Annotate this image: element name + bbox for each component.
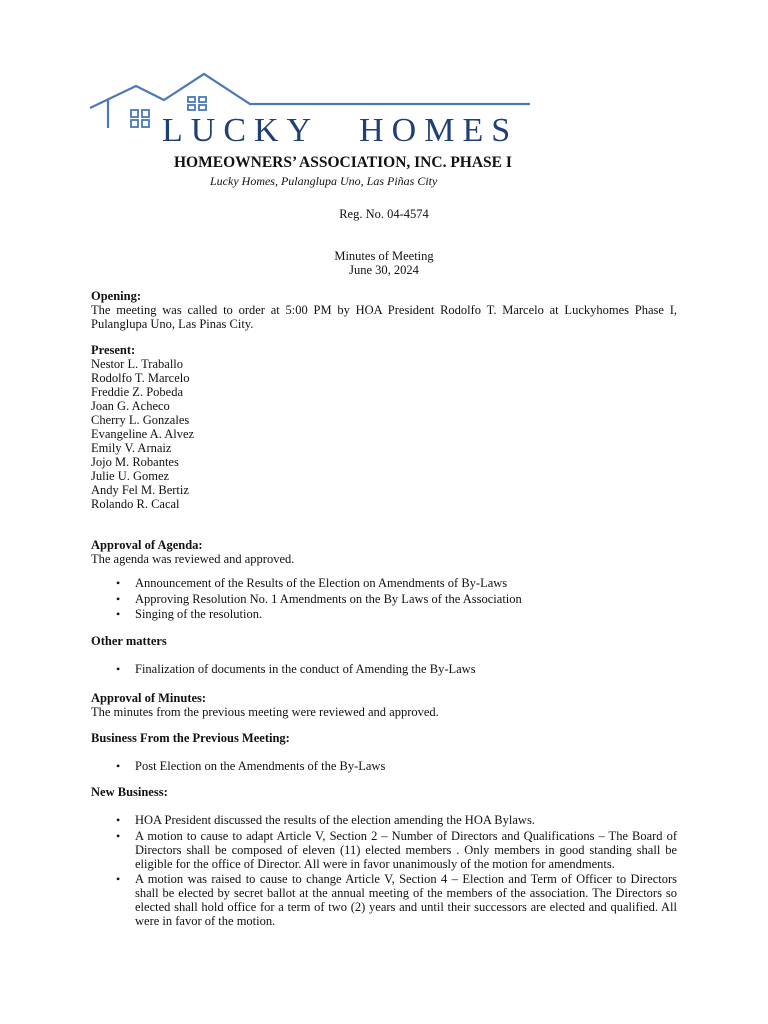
other-matters-list [91,662,677,676]
attendee-name: Joan G. Acheco [91,399,170,413]
association-address: Lucky Homes, Pulanglupa Uno, Las Piñas City [210,174,438,188]
opening-section [91,289,677,331]
list-item: • Announcement of the Results of the Election on Amendments of By-Laws [91,576,677,590]
new-business-heading: New Business: [91,785,168,799]
attendee-name: Julie U. Gomez [91,469,170,483]
list-item: • Post Election on the Amendments of the By-Laws [91,759,677,773]
attendee-name: Evangeline A. Alvez [91,427,195,441]
brand-word-1: LUCKY [162,112,320,149]
attendee-list [91,357,677,511]
registration-number: Reg. No. 04-4574 [339,207,429,221]
previous-business-list [91,759,677,773]
attendee-name: Andy Fel M. Bertiz [91,483,189,497]
list-item: • A motion to cause to adapt Article V, Section 2 – Number of Directors and Qualifications – The Board of Directors shall be composed of eleven (11) elected members . Only members in good standing shall be eligible for the office of Director. All were in favor unanimously of the motion for amendments. [91,829,677,871]
list-item: • Singing of the resolution. [91,607,677,621]
minutes-section [91,691,677,719]
minutes-text: The minutes from the previous meeting were reviewed and approved. [91,705,439,719]
list-item: • A motion was raised to cause to change Article V, Section 4 – Election and Term of Officer to Directors shall be elected by secret ballot at the annual meeting of the members of the association. The Directors so elected shall hold office for a term of two (2) years and until their successors are elected and qualified. All were in favor of the motion. [91,872,677,928]
attendee-name: Nestor L. Traballo [91,357,184,371]
meeting-date: June 30, 2024 [349,263,419,277]
opening-heading: Opening: [91,289,142,303]
list-item: • HOA President discussed the results of the election amending the HOA Bylaws. [91,813,677,827]
attendee-name: Emily V. Arnaiz [91,441,172,455]
present-section [91,343,677,511]
new-business-list [91,813,677,928]
new-business-section [91,785,677,930]
attendee-name: Cherry L. Gonzales [91,413,190,427]
opening-text: The meeting was called to order at 5:00 PM by HOA President Rodolfo T. Marcelo at Luckyhomes Phase I, Pulanglupa Uno, Las Pinas City. [91,303,677,331]
previous-business-heading: Business From the Previous Meeting: [91,731,290,745]
list-item: • Approving Resolution No. 1 Amendments on the By Laws of the Association [91,592,677,606]
agenda-heading: Approval of Agenda: [91,538,203,552]
present-heading: Present: [91,343,136,357]
brand-word-2: HOMES [359,112,519,149]
document-title: Minutes of Meeting [334,249,434,263]
agenda-section [91,538,677,623]
brand-name [162,112,518,150]
attendee-name: Rolando R. Cacal [91,497,180,511]
minutes-heading: Approval of Minutes: [91,691,207,705]
previous-business-section [91,731,677,775]
list-item: • Finalization of documents in the conduct of Amending the By-Laws [91,662,677,676]
attendee-name: Rodolfo T. Marcelo [91,371,190,385]
other-matters-section [91,634,677,678]
agenda-list [91,576,677,621]
association-name: HOMEOWNERS’ ASSOCIATION, INC. PHASE I [174,154,512,171]
agenda-text: The agenda was reviewed and approved. [91,552,295,566]
other-matters-heading: Other matters [91,634,167,648]
attendee-name: Jojo M. Robantes [91,455,179,469]
attendee-name: Freddie Z. Pobeda [91,385,183,399]
